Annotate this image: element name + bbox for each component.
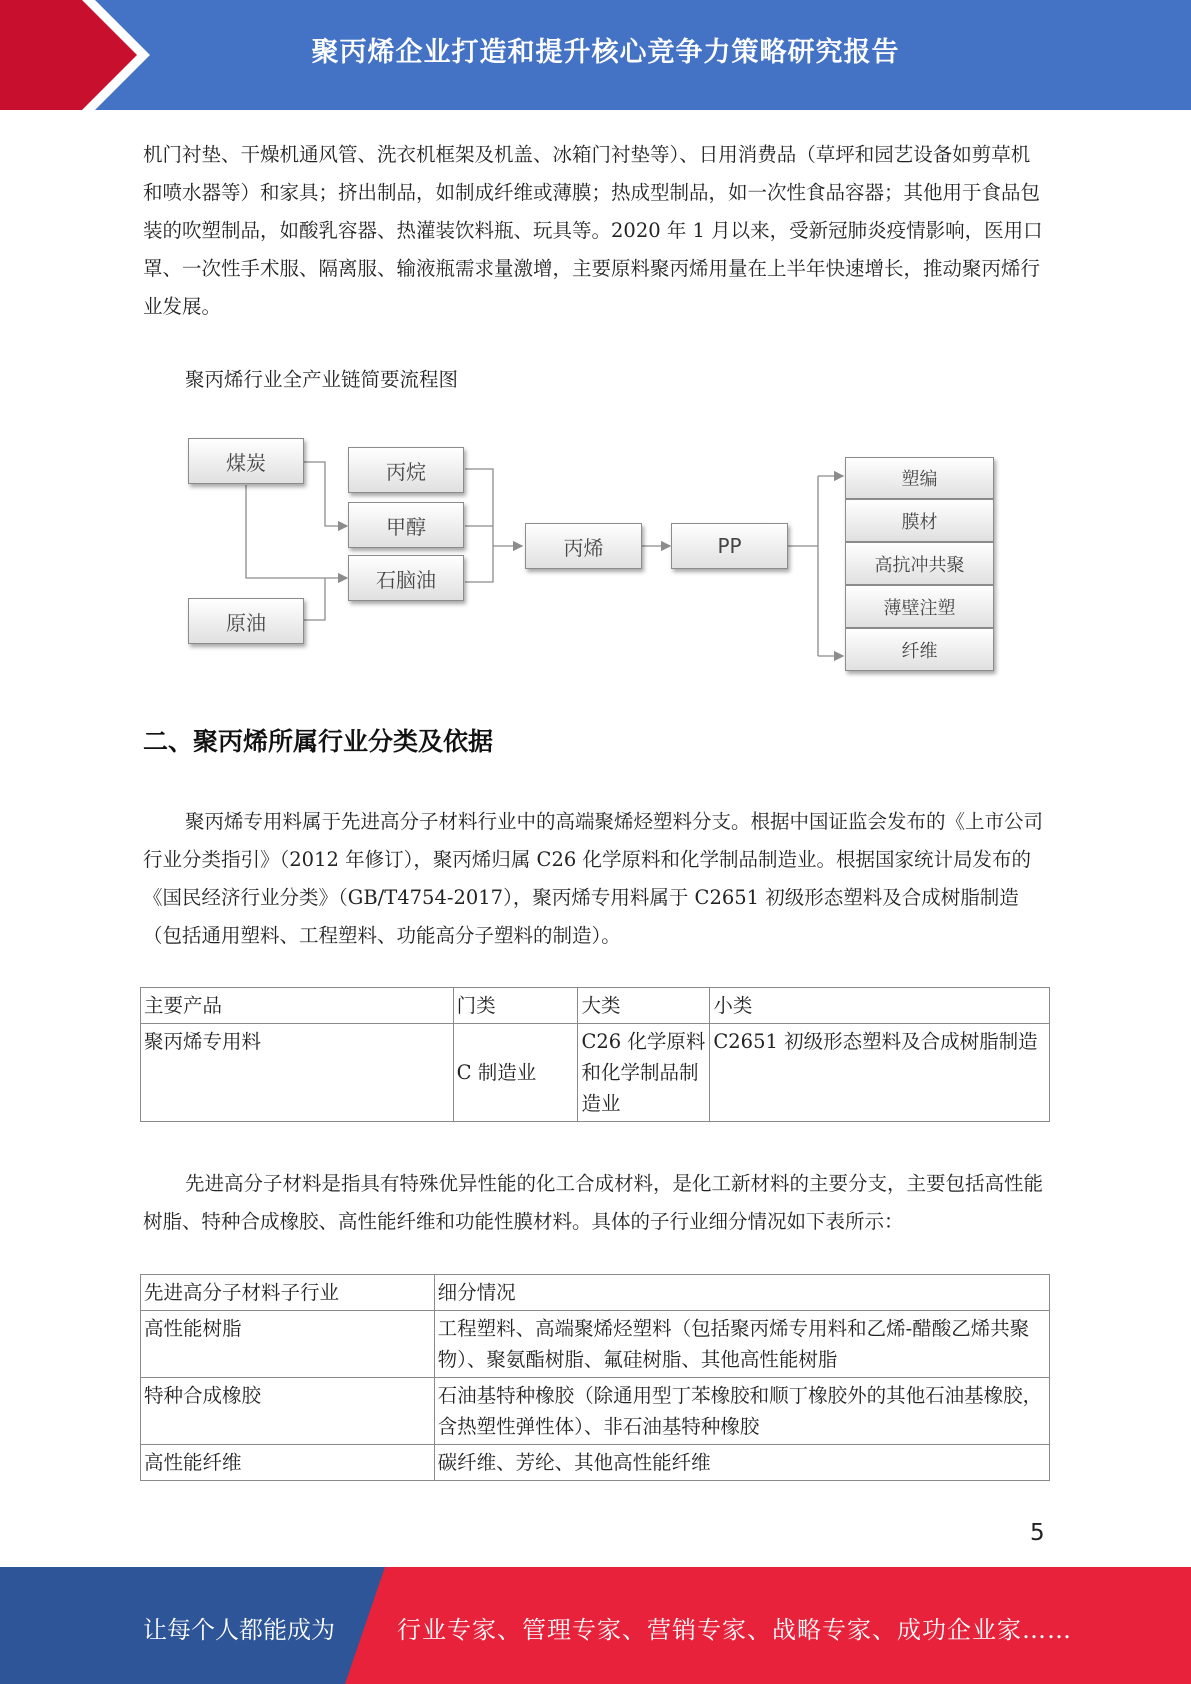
table-cell: 特种合成橡胶 — [141, 1378, 435, 1445]
table-row — [141, 1378, 1050, 1445]
table-cell: 高性能纤维 — [141, 1445, 435, 1481]
table-row — [141, 1311, 1050, 1378]
table-cell: 高性能树脂 — [141, 1311, 435, 1378]
section2-paragraph: 聚丙烯专用料属于先进高分子材料行业中的高端聚烯烃塑料分支。根据中国证监会发布的《上市公司行业分类指引》（2012 年修订），聚丙烯归属 C26 化学原料和化学制品制造业。根据国家统计局发布的《国民经济行业分类》（GB/T4754-2017），聚丙烯专用料属于 C2651 初级形态塑料及合成树脂制造（包括通用塑料、工程塑料、功能高分子塑料的制造）。 — [143, 810, 1044, 947]
table-header-cell: 细分情况 — [434, 1275, 1049, 1311]
footer-slogan-left: 让每个人都能成为 — [143, 1616, 335, 1644]
intro-paragraph: 机门衬垫、干燥机通风管、洗衣机框架及机盖、冰箱门衬垫等）、日用消费品（草坪和园艺设备如剪草机和喷水器等）和家具；挤出制品，如制成纤维或薄膜；热成型制品，如一次性食品容器；其他用于食品包装的吹塑制品，如酸乳容器、热灌装饮料瓶、玩具等。2020 年 1 月以来，受新冠肺炎疫情影响，医用口罩、一次性手术服、隔离服、输液瓶需求量激增，主要原料聚丙烯用量在上半年快速增长，推动聚丙烯行业发展。 — [143, 143, 1043, 318]
page-number: 5 — [1030, 1520, 1045, 1546]
report-title: 聚丙烯企业打造和提升核心竞争力策略研究报告 — [311, 37, 900, 68]
table-cell: C2651 初级形态塑料及合成树脂制造 — [710, 1024, 1050, 1122]
table-cell: C26 化学原料和化学制品制造业 — [578, 1024, 710, 1122]
flow-node-product-film: 膜材 — [845, 499, 994, 542]
page-header — [0, 0, 1191, 110]
table-row — [141, 1445, 1050, 1481]
table-cell: 工程塑料、高端聚烯烃塑料（包括聚丙烯专用料和乙烯-醋酸乙烯共聚物）、聚氨酯树脂、氟硅树脂、其他高性能树脂 — [434, 1311, 1049, 1378]
table-cell: C 制造业 — [453, 1024, 578, 1122]
table-header-row — [141, 988, 1050, 1024]
flow-node-propane: 丙烷 — [348, 447, 464, 493]
flow-node-naphtha: 石脑油 — [348, 555, 464, 601]
table-header-cell: 门类 — [453, 988, 578, 1024]
table-header-cell: 大类 — [578, 988, 710, 1024]
table-header-row — [141, 1275, 1050, 1311]
subindustry-table — [140, 1274, 1050, 1481]
flow-node-product-fiber: 纤维 — [845, 628, 994, 671]
flow-node-product-impact-copolymer: 高抗冲共聚 — [845, 542, 994, 585]
table-cell: 石油基特种橡胶（除通用型丁苯橡胶和顺丁橡胶外的其他石油基橡胶，含热塑性弹性体）、非石油基特种橡胶 — [434, 1378, 1049, 1445]
table-header-cell: 小类 — [710, 988, 1050, 1024]
industry-chain-flowchart — [180, 430, 1010, 680]
table-header-cell: 主要产品 — [141, 988, 454, 1024]
section-heading: 二、聚丙烯所属行业分类及依据 — [143, 727, 494, 756]
table-cell: 碳纤维、芳纶、其他高性能纤维 — [434, 1445, 1049, 1481]
page-footer — [0, 1567, 1191, 1684]
table-header-cell: 先进高分子材料子行业 — [141, 1275, 435, 1311]
flow-node-product-woven: 塑编 — [845, 457, 994, 499]
classification-table — [140, 987, 1050, 1122]
flow-node-product-thin-wall: 薄壁注塑 — [845, 585, 994, 628]
footer-slogan-right: 行业专家、管理专家、营销专家、战略专家、成功企业家…… — [397, 1616, 1072, 1644]
flow-node-crude-oil: 原油 — [188, 598, 304, 644]
table-cell: 聚丙烯专用料 — [141, 1024, 454, 1122]
flow-node-methanol: 甲醇 — [348, 502, 464, 548]
figure-caption: 聚丙烯行业全产业链简要流程图 — [185, 368, 459, 391]
paragraph-advanced-polymers: 先进高分子材料是指具有特殊优异性能的化工合成材料，是化工新材料的主要分支，主要包括高性能树脂、特种合成橡胶、高性能纤维和功能性膜材料。具体的子行业细分情况如下表所示： — [143, 1172, 1044, 1233]
table-row — [141, 1024, 1050, 1122]
flow-node-coal: 煤炭 — [188, 438, 304, 484]
flow-node-propylene: 丙烯 — [525, 523, 642, 569]
flow-node-pp: PP — [671, 523, 788, 569]
